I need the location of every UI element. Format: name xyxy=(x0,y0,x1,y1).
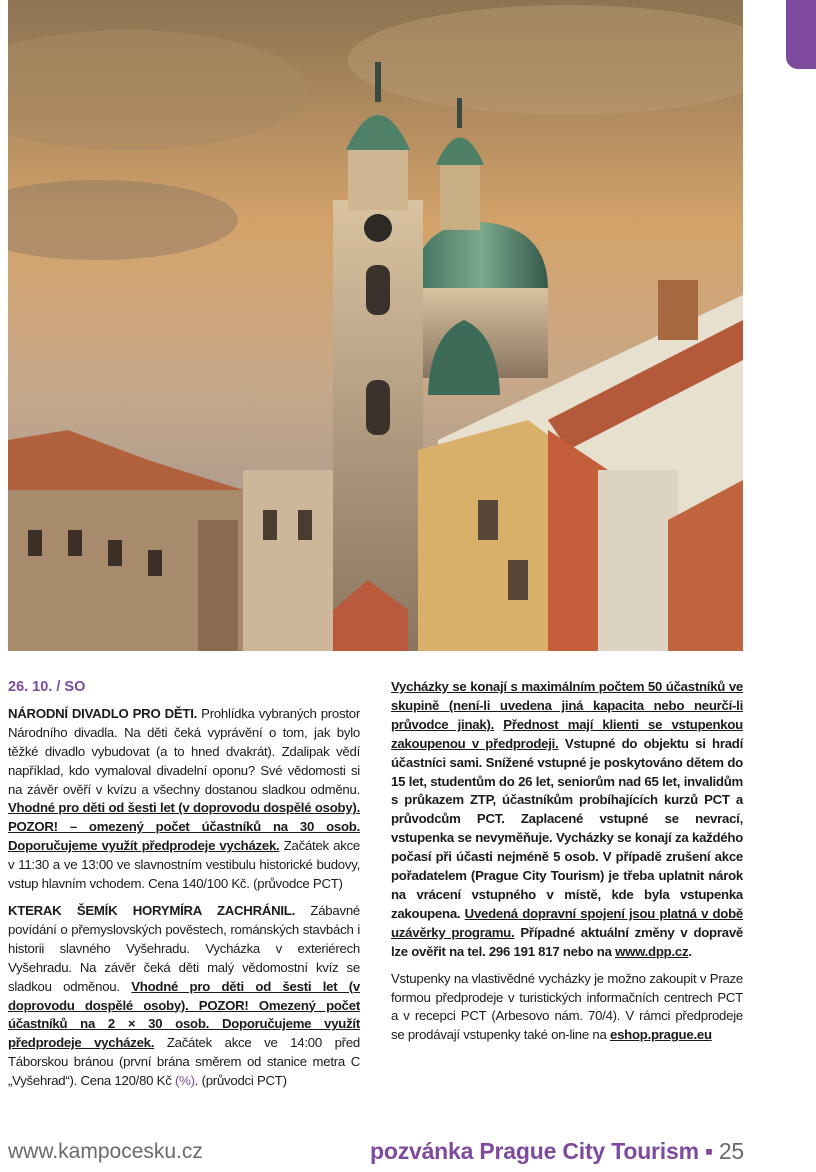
event-national-theatre xyxy=(8,705,360,894)
admission-rules: Vstupné do objektu si hradí účastníci sami. Snížené vstupné je poskytováno dětem do 15 let, studentům do 26 let, seniorům nad 65 let, invalidům s průkazem ZTP, účastníkům probíhajících kurzů PCT a průvodcům PCT. Zaplacené vstupné se nevrací, vstupenka se nevyměňuje. Vycházky se konají za každého počasí při účasti nejméně 5 osob. V případě zrušení akce pořadatelem (Prague City Tourism) je třeba uplatnit nárok na vrácení vstupného v místě, kde byla vstupenka zakoupena. xyxy=(391,735,744,921)
transport-rule: Uvedená dopravní spojení jsou platná v době uzávěrky programu. xyxy=(391,905,743,940)
event-details: Začátek akce v 11:30 a ve 13:00 ve slavnostním vestibulu historické budovy, vstup hlavním vchodem. Cena 140/100 Kč. (průvodce PCT) xyxy=(8,838,360,892)
event-title: KTERAK ŠEMÍK HORYMÍRA ZACHRÁNIL. xyxy=(8,902,296,918)
publication-title: pozvánka Prague City Tourism xyxy=(370,1138,699,1164)
info-rules xyxy=(391,678,743,962)
event-description: Prohlídka vybraných prostor Národního divadla. Na děti čeká vyprávění o tom, jak bylo těžké divadlo vybudovat (a to hned dvakrát). Zdalipak vědí například, kdo vymaloval divadelní oponu? Své vědomosti si na závěr ověří v kvízu a všechny dostanou sladkou odměnu. xyxy=(8,705,360,797)
info-column xyxy=(391,678,743,1053)
event-title: NÁRODNÍ DIVADLO PRO DĚTI. xyxy=(8,705,198,721)
event-notice: Vhodné pro děti od šesti let (v doprovodu dospělé osoby). POZOR! Omezený počet účastníků na 2 × 30 osob. Doporučujeme využít předprodeje vycházek. xyxy=(8,978,360,1051)
events-column xyxy=(8,678,360,1099)
event-details-end: . (průvodci PCT) xyxy=(194,1073,287,1089)
period: . xyxy=(688,943,692,959)
hero-photo xyxy=(8,0,743,651)
footer-website[interactable]: www.kampocesku.cz xyxy=(8,1140,203,1163)
priority-rule: Přednost mají klienti se vstupenkou zakoupenou v předprodeji. xyxy=(391,716,743,751)
discount-symbol: (%) xyxy=(174,1073,195,1089)
dpp-link[interactable]: www.dpp.cz xyxy=(615,943,689,959)
event-description: Zábavné povídání o přemyslovských pověstech, románských stavbách i historii slavného Vyšehradu. Vycházka v exteriérech Vyšehradu. Na závěr čeká děti malý vědomostní kvíz se sladkou odměnou. xyxy=(8,902,360,994)
ticket-text: Vstupenky na vlastivědné vycházky je možno zakoupit v Praze formou předprodeje v turistických informačních centrech PCT a v recepci PCT (Arbesovo nám. 70/4). V rámci předprodeje se prodávají vstupenky také on-line na xyxy=(391,970,743,1043)
event-semik xyxy=(8,902,360,1091)
ticket-info xyxy=(391,970,743,1046)
section-tab xyxy=(786,0,816,69)
footer-publication xyxy=(370,1138,744,1165)
page-number: 25 xyxy=(718,1138,744,1164)
event-notice: Vhodné pro děti od šesti let (v doprovodu dospělé osoby). POZOR! – omezený počet účastníků na 30 osob. Doporučujeme využít předprodeje vycházek. xyxy=(8,800,360,854)
separator-icon: ▪ xyxy=(704,1138,713,1164)
transport-contact: Případné aktuální změny v dopravě lze ověřit na tel. 296 191 817 nebo na xyxy=(391,924,743,959)
event-date: 26. 10. / SO xyxy=(8,679,86,695)
event-details: Začátek akce ve 14:00 před Táborskou bránou (první brána směrem od stanice metra C „Vyšehrad“). Cena 120/80 Kč xyxy=(8,1035,360,1089)
capacity-rule: Vycházky se konají s maximálním počtem 50 účastníků ve skupině (není-li uvedena jiná kapacita nebo neurčí-li průvodce jinak). xyxy=(391,679,743,732)
eshop-link[interactable]: eshop.prague.eu xyxy=(609,1027,712,1043)
